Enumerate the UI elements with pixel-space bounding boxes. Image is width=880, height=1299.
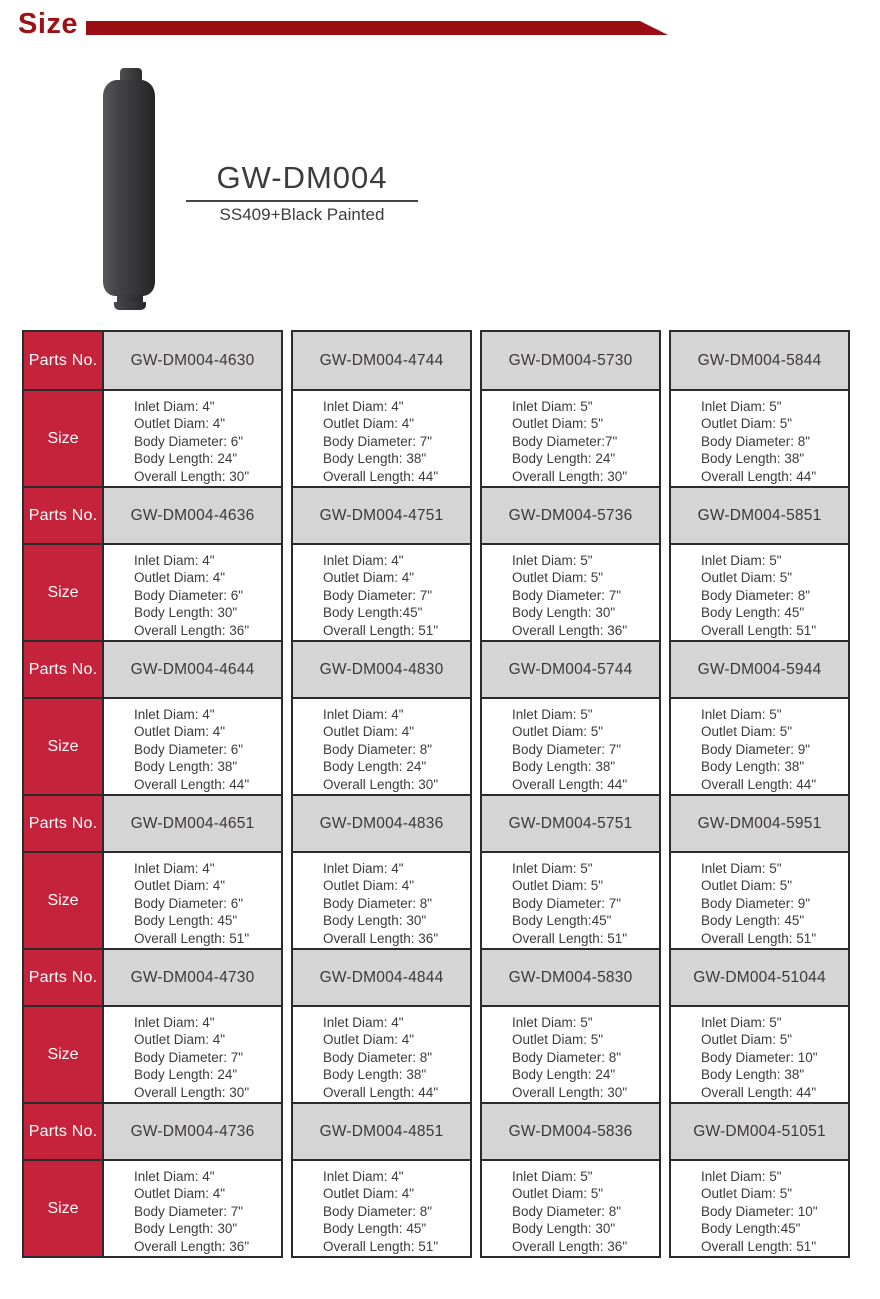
size-spec-line: Inlet Diam: 5" [512,707,593,722]
size-spec-line: Overall Length: 30" [323,776,439,792]
size-spec-line: Overall Length: 44" [701,776,817,792]
size-spec-line: Body Diameter: 7" [512,895,622,911]
part-number-cell: GW-DM004-4751 [293,486,470,543]
size-spec-line: Inlet Diam: 5" [512,1015,593,1030]
size-spec-line: Body Diameter: 7" [323,587,433,603]
size-spec-line: Outlet Diam: 5" [512,878,604,894]
parts-no-label-cell: Parts No. [24,794,102,851]
size-spec-cell [104,851,281,948]
size-spec-line: Overall Length: 36" [512,622,628,638]
size-spec-line: Overall Length: 51" [323,622,439,638]
part-number-cell: GW-DM004-5744 [482,640,659,697]
size-spec-line: Outlet Diam: 5" [512,1186,604,1202]
part-number-cell: GW-DM004-4836 [293,794,470,851]
size-spec-cell [482,389,659,486]
size-spec-line: Outlet Diam: 4" [323,724,415,740]
size-spec-line: Outlet Diam: 4" [323,570,415,586]
size-spec-line: Inlet Diam: 4" [134,707,215,722]
table-data-column [291,330,472,1258]
size-spec-line: Overall Length: 44" [701,468,817,484]
table-data-column [102,330,283,1258]
size-spec-line: Overall Length: 44" [323,468,439,484]
section-title: Size [18,8,79,40]
size-spec-line: Outlet Diam: 4" [134,416,226,432]
size-spec-cell [293,851,470,948]
size-spec-line: Body Length: 24" [323,759,427,775]
part-number-cell: GW-DM004-4736 [104,1102,281,1159]
size-spec-line: Body Diameter: 8" [701,587,811,603]
product-photo [103,68,159,310]
size-spec-line: Outlet Diam: 4" [323,416,415,432]
size-spec-line: Body Length: 45" [701,913,805,929]
size-spec-line: Overall Length: 36" [134,622,250,638]
size-spec-line: Body Length: 45" [701,605,805,621]
size-spec-cell [671,389,848,486]
size-spec-line: Body Length: 38" [134,759,238,775]
size-spec-line: Body Length: 24" [134,1067,238,1083]
size-spec-line: Inlet Diam: 5" [701,861,782,876]
size-spec-line: Body Diameter: 10" [701,1203,818,1219]
size-spec-line: Body Diameter: 8" [323,895,433,911]
size-spec-line: Outlet Diam: 4" [134,570,226,586]
size-spec-line: Overall Length: 36" [323,930,439,946]
size-spec-line: Body Diameter: 9" [701,895,811,911]
size-spec-line: Overall Length: 30" [512,1084,628,1100]
size-spec-line: Inlet Diam: 5" [512,861,593,876]
size-spec-line: Body Length: 38" [701,1067,805,1083]
size-spec-line: Body Diameter: 10" [701,1049,818,1065]
size-spec-cell [293,543,470,640]
title-banner-bar [86,21,668,35]
muffler-outlet-flange [114,302,146,310]
size-spec-cell [671,1159,848,1256]
size-spec-line: Body Length: 30" [512,1221,616,1237]
size-spec-line: Inlet Diam: 4" [134,399,215,414]
part-number-cell: GW-DM004-5851 [671,486,848,543]
size-spec-line: Body Diameter: 6" [134,895,244,911]
part-number-cell: GW-DM004-4730 [104,948,281,1005]
size-spec-line: Inlet Diam: 5" [701,1015,782,1030]
size-spec-line: Outlet Diam: 4" [134,724,226,740]
size-spec-line: Body Length: 30" [512,605,616,621]
part-number-cell: GW-DM004-4844 [293,948,470,1005]
size-spec-line: Inlet Diam: 4" [323,553,404,568]
size-spec-line: Overall Length: 51" [701,622,817,638]
size-spec-line: Body Length: 24" [512,451,616,467]
part-number-cell: GW-DM004-5830 [482,948,659,1005]
size-spec-line: Inlet Diam: 4" [134,1015,215,1030]
size-spec-line: Body Diameter: 7" [512,741,622,757]
size-spec-cell [104,543,281,640]
muffler-body [103,80,155,296]
product-material: SS409+Black Painted [219,205,385,224]
size-spec-line: Inlet Diam: 4" [134,1169,215,1184]
size-spec-line: Inlet Diam: 5" [701,1169,782,1184]
size-spec-line: Overall Length: 30" [512,468,628,484]
size-spec-line: Body Diameter: 8" [323,741,433,757]
product-title-block [186,160,418,225]
size-spec-line: Body Length: 30" [134,605,238,621]
part-number-cell: GW-DM004-5730 [482,332,659,389]
size-spec-line: Body Diameter: 7" [134,1049,244,1065]
size-spec-line: Body Length:45" [512,913,612,929]
part-number-cell: GW-DM004-4851 [293,1102,470,1159]
table-data-column [669,330,850,1258]
size-spec-line: Body Diameter: 8" [323,1203,433,1219]
size-spec-line: Body Diameter: 7" [512,587,622,603]
size-spec-line: Inlet Diam: 4" [323,1015,404,1030]
size-spec-line: Body Diameter: 8" [323,1049,433,1065]
part-number-cell: GW-DM004-4644 [104,640,281,697]
size-spec-line: Body Diameter: 8" [701,433,811,449]
parts-no-label-cell: Parts No. [24,640,102,697]
size-spec-cell [671,1005,848,1102]
size-spec-line: Overall Length: 51" [701,930,817,946]
size-spec-line: Body Length: 24" [134,451,238,467]
size-spec-line: Body Length: 45" [134,913,238,929]
product-name: GW-DM004 [216,160,388,195]
parts-no-label-cell: Parts No. [24,1102,102,1159]
size-spec-line: Inlet Diam: 5" [701,707,782,722]
size-spec-line: Outlet Diam: 4" [134,1032,226,1048]
size-spec-line: Overall Length: 44" [512,776,628,792]
size-spec-line: Outlet Diam: 5" [701,724,793,740]
size-spec-line: Outlet Diam: 5" [512,570,604,586]
size-spec-cell [104,389,281,486]
size-spec-cell [104,697,281,794]
size-spec-line: Overall Length: 30" [134,1084,250,1100]
size-spec-line: Body Diameter: 7" [323,433,433,449]
size-spec-line: Overall Length: 44" [701,1084,817,1100]
size-spec-line: Outlet Diam: 4" [323,1032,415,1048]
size-spec-line: Outlet Diam: 5" [512,416,604,432]
size-spec-cell [104,1005,281,1102]
size-spec-cell [293,1005,470,1102]
size-spec-line: Overall Length: 36" [512,1238,628,1254]
part-number-cell: GW-DM004-51044 [671,948,848,1005]
part-number-cell: GW-DM004-4830 [293,640,470,697]
size-spec-line: Outlet Diam: 4" [134,878,226,894]
size-spec-line: Outlet Diam: 4" [134,1186,226,1202]
table-data-column [480,330,661,1258]
size-spec-cell [671,697,848,794]
size-spec-line: Outlet Diam: 4" [323,878,415,894]
part-number-cell: GW-DM004-4636 [104,486,281,543]
size-label-cell: Size [24,1159,102,1256]
size-spec-cell [293,697,470,794]
part-number-cell: GW-DM004-4744 [293,332,470,389]
size-spec-line: Inlet Diam: 5" [512,553,593,568]
size-spec-line: Body Length: 24" [512,1067,616,1083]
size-spec-cell [671,543,848,640]
size-spec-line: Outlet Diam: 5" [701,416,793,432]
size-spec-cell [482,543,659,640]
size-label-cell: Size [24,389,102,486]
size-spec-line: Outlet Diam: 4" [323,1186,415,1202]
size-spec-line: Inlet Diam: 4" [323,861,404,876]
parts-no-label-cell: Parts No. [24,486,102,543]
part-number-cell: GW-DM004-5736 [482,486,659,543]
size-spec-cell [482,1005,659,1102]
size-spec-line: Body Length: 38" [323,451,427,467]
size-label-cell: Size [24,543,102,640]
size-spec-line: Body Diameter: 6" [134,741,244,757]
part-number-cell: GW-DM004-5844 [671,332,848,389]
part-number-cell: GW-DM004-4630 [104,332,281,389]
size-label-cell: Size [24,1005,102,1102]
size-spec-line: Outlet Diam: 5" [512,1032,604,1048]
size-label-cell: Size [24,697,102,794]
size-spec-line: Overall Length: 51" [701,1238,817,1254]
spec-table [22,330,850,1258]
size-spec-line: Inlet Diam: 4" [134,553,215,568]
parts-no-label-cell: Parts No. [24,332,102,389]
size-spec-cell [293,389,470,486]
size-spec-line: Body Diameter: 6" [134,587,244,603]
size-spec-line: Overall Length: 51" [323,1238,439,1254]
size-spec-line: Inlet Diam: 5" [701,553,782,568]
size-spec-cell [482,851,659,948]
part-number-cell: GW-DM004-51051 [671,1102,848,1159]
size-spec-line: Body Length:45" [701,1221,801,1237]
size-spec-line: Body Length: 30" [323,913,427,929]
size-spec-line: Outlet Diam: 5" [512,724,604,740]
size-spec-line: Outlet Diam: 5" [701,570,793,586]
size-spec-line: Inlet Diam: 4" [134,861,215,876]
size-spec-line: Body Length: 45" [323,1221,427,1237]
part-number-cell: GW-DM004-5751 [482,794,659,851]
size-spec-line: Body Length: 38" [701,759,805,775]
size-spec-line: Overall Length: 44" [323,1084,439,1100]
size-spec-line: Body Length: 38" [323,1067,427,1083]
size-spec-line: Body Diameter: 8" [512,1203,622,1219]
size-spec-line: Body Length: 38" [512,759,616,775]
part-number-cell: GW-DM004-5836 [482,1102,659,1159]
title-underline [186,200,418,202]
size-spec-line: Outlet Diam: 5" [701,1186,793,1202]
size-spec-cell [293,1159,470,1256]
size-spec-line: Overall Length: 51" [512,930,628,946]
part-number-cell: GW-DM004-4651 [104,794,281,851]
size-spec-line: Inlet Diam: 4" [323,1169,404,1184]
size-spec-line: Body Diameter: 8" [512,1049,622,1065]
size-spec-line: Outlet Diam: 5" [701,878,793,894]
size-spec-line: Inlet Diam: 5" [512,399,593,414]
size-spec-line: Body Length: 38" [701,451,805,467]
parts-no-label-cell: Parts No. [24,948,102,1005]
size-label-cell: Size [24,851,102,948]
size-spec-line: Body Length:45" [323,605,423,621]
size-spec-cell [482,1159,659,1256]
size-spec-line: Overall Length: 30" [134,468,250,484]
size-spec-line: Body Diameter: 9" [701,741,811,757]
size-spec-line: Body Diameter: 6" [134,433,244,449]
size-spec-cell [482,697,659,794]
size-spec-line: Overall Length: 51" [134,930,250,946]
size-spec-line: Inlet Diam: 5" [701,399,782,414]
size-spec-line: Inlet Diam: 5" [512,1169,593,1184]
table-label-column [22,330,104,1258]
part-number-cell: GW-DM004-5951 [671,794,848,851]
size-spec-line: Outlet Diam: 5" [701,1032,793,1048]
size-spec-line: Inlet Diam: 4" [323,399,404,414]
size-spec-line: Body Length: 30" [134,1221,238,1237]
size-spec-cell [104,1159,281,1256]
size-spec-line: Body Diameter: 7" [134,1203,244,1219]
size-spec-line: Overall Length: 44" [134,776,250,792]
size-spec-line: Overall Length: 36" [134,1238,250,1254]
size-spec-line: Inlet Diam: 4" [323,707,404,722]
size-spec-cell [671,851,848,948]
size-spec-line: Body Diameter:7" [512,433,618,449]
part-number-cell: GW-DM004-5944 [671,640,848,697]
